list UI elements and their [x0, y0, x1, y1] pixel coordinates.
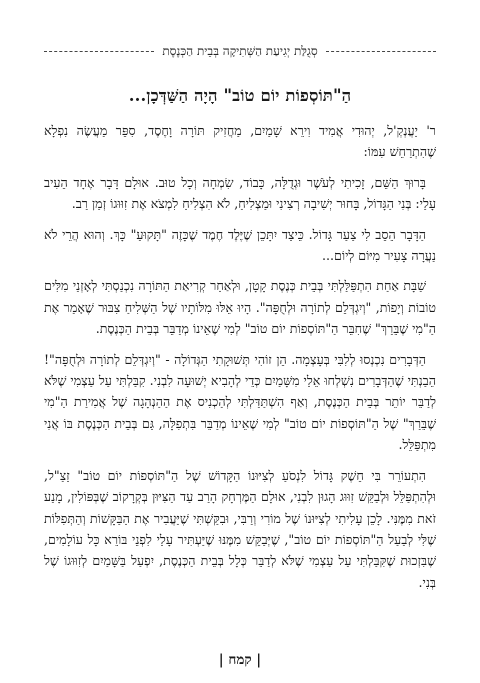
paragraph: הִתְעוֹרֵר בִּי חֵשֶׁק גָּדוֹל לִנְסֹעַ לְצִיּוּנוֹ הַקָּדוֹשׁ שֶׁל הַ"תּוֹסְפוֹת יוֹם טוֹב" זַצַ"ל, וּלְהִתְפַּלֵּל וּלְבַקֵּשׁ זִוּוּג הָגוּן לִבְנִי, אוּלָם הַמֶּרְחָק הָרַב עַד הַצִּיּוּן בְּקְרָקוֹב שֶׁבְּפּוֹלִין, מָנַע זֹאת מִמֶּנִּי. לָכֵן עָלִיתִי לְצִיּוּנוֹ שֶׁל מוֹרִי וְרַבִּי, וּבִקַּשְׁתִּי שֶׁיַּעֲבִיר אֶת הַבַּקָּשׁוֹת וְהַתְּפִלּוֹת שֶׁלִּי לְבַעַל הַ"תּוֹסְפוֹת יוֹם טוֹב", שֶׁיְּבַקֵּשׁ מִמֶּנּוּ שֶׁיַּעְתִּיר עָלַי לִפְנֵי בּוֹרֵא כָּל עוֹלָמִים, שֶׁבִּזְכוּת שֶׁקִּבַּלְתִּי עַל עַצְמִי שֶׁלֹּא לְדַבֵּר כְּלָל בְּבֵית הַכְּנֶסֶת, יִפְעַל בַּשָּׁמַיִם לְזִוּוּגוֹ שֶׁל בְּנִי. [44, 467, 436, 590]
running-header [44, 44, 436, 59]
paragraph: הַדָּבָר הֵסֵב לִי צַעַר גָּדוֹל. כֵּיצַד יִתָּכֵן שֶׁיֶּלֶד חֶמֶד שֶׁכָּזֶה "תָּקוּעַ" כָּךְ. וְהוּא הֲרֵי לֹא נַעֲרָה צָעִיר מִיּוֹם לְיוֹם... [44, 226, 436, 264]
paragraph: הַדְּבָרִים נִכְנְסוּ לְלִבִּי בְּעָצְמָה. הֵן זוֹהִי תְּשׁוּקָתִי הַגְּדוֹלָה - "וְיִגְדְּלֵם לְתוֹרָה וּלְחֻפָּה"! הֵבַנְתִּי שֶׁהַדְּבָרִים נִשְׁלְחוּ אֵלַי מִשָּׁמַיִם כְּדֵי לְהָבִיא יְשׁוּעָה לִבְנִי. קִבַּלְתִּי עַל עַצְמִי שֶׁלֹּא לְדַבֵּר יוֹתֵר בְּבֵית הַכְּנֶסֶת, וְאַף הִשְׁתַּדַּלְתִּי לְהַכְנִיס אֶת הַהַנְהָגָה שֶׁל אֲמִירַת הַ"מִי שֶׁבֵּרַךְ" שֶׁל הַ"תּוֹסְפוֹת יוֹם טוֹב" לְמִי שֶׁאֵינוֹ מְדַבֵּר בִּתְפִלָּה, גַּם בְּבֵית הַכְּנֶסֶת בּוֹ אֲנִי מִתְפַּלֵּל. [44, 351, 436, 453]
header-rule-right [326, 51, 436, 52]
paragraph: ר' יַעֲנְקְ'ל, יְהוּדִי אֲמִיד וִירֵא שָׁמַיִם, מַחֲזִיק תּוֹרָה וָחֶסֶד, סִפֵּר מַעֲשֶׂה נִפְלָא שֶׁהִתְרַחֵשׁ עִמּוֹ: [44, 123, 436, 160]
paragraph: שַׁבָּת אַחַת הִתְפַּלַּלְתִּי בְּבֵית כְּנֶסֶת קָטָן, וּלְאַחַר קְרִיאַת הַתּוֹרָה נִכְנַסְתִּי לְאָזְנַי מִלִּים טוֹבוֹת וְיָפוֹת, "וְיִגְדְּלֵם לְתוֹרָה וּלְחֻפָּה". הָיוּ אֵלּוּ מִלּוֹתָיו שֶׁל הַשְּׁלִיחַ צִבּוּר שֶׁאָמַר אֶת הַ"מִי שֶׁבֵּרַךְ" שֶׁחִבֵּר הַ"תּוֹסְפוֹת יוֹם טוֹב" לְמִי שֶׁאֵינוֹ מְדַבֵּר בְּבֵית הַכְּנֶסֶת. [44, 278, 436, 337]
page-number: | קמח | [218, 652, 262, 668]
article-body [44, 120, 436, 602]
header-rule-left [44, 51, 154, 52]
running-title: סְגֻלַּת יְגִיעַת הַשְּׁתִיקָה בְּבֵית הַכְּנֶסֶת [162, 44, 318, 58]
article-title: הַ"תּוֹסְפוֹת יוֹם טוֹב" הָיָה הַשַּׁדְּכָן... [128, 86, 352, 105]
paragraph: בָּרוּךְ הַשֵּׁם, זָכִיתִי לְעֹשֶׁר וּגְדֻלָּה, כָּבוֹד, שִׂמְחָה וְכָל טוּב. אוּלָם דָּבָר אֶחָד הֵעִיב עָלַי: בְּנִי הַגָּדוֹל, בָּחוּר יְשִׁיבָה רְצִינִי וּמַצְלִיחַ, לֹא הִצְלִיחַ לִמְצֹא אֶת זִוּוּגוֹ זְמַן רַב. [44, 174, 436, 212]
